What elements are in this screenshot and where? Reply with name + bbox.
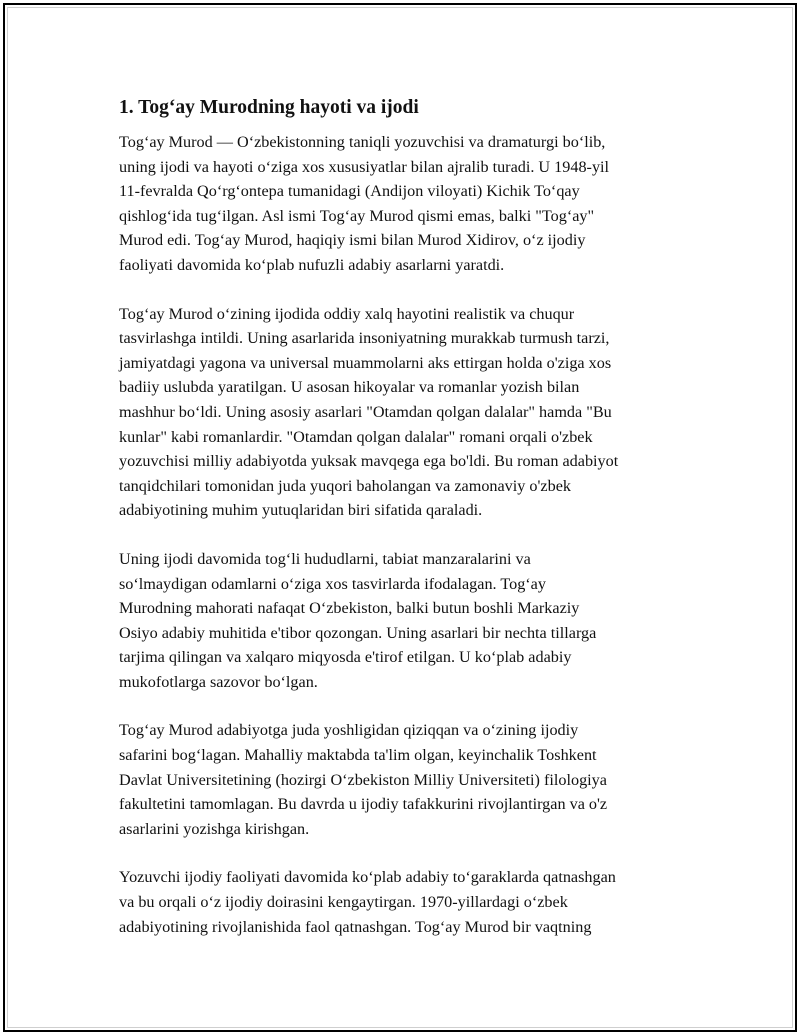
paragraph-creative-style xyxy=(119,302,699,523)
text-line: mukofotlarga sazovor bo‘lgan. xyxy=(119,672,318,691)
text-line: qishlog‘ida tug‘ilgan. Asl ismi Tog‘ay Murod qismi emas, balki "Tog‘ay" xyxy=(119,206,595,225)
text-line: uning ijodi va hayoti o‘ziga xos xususiyatlar bilan ajralib turadi. U 1948-yil xyxy=(119,157,610,176)
text-line: yozuvchisi milliy adabiyotda yuksak mavqega ega bo'ldi. Bu roman adabiyot xyxy=(119,452,619,471)
text-line: Tog‘ay Murod o‘zining ijodida oddiy xalq hayotini realistik va chuqur xyxy=(119,304,575,323)
document-page xyxy=(3,3,797,1032)
text-line: asarlarini yozishga kirishgan. xyxy=(119,819,310,838)
text-line: Osiyo adabiy muhitida e'tibor qozongan. Uning asarlari bir nechta tillarga xyxy=(119,623,597,642)
text-line: adabiyotining rivojlanishida faol qatnashgan. Tog‘ay Murod bir vaqtning xyxy=(119,917,592,936)
text-line: 11-fevralda Qo‘rg‘ontepa tumanidagi (Andijon viloyati) Kichik To‘qay xyxy=(119,182,580,201)
text-line: jamiyatdagi yagona va universal muammolarni aks ettirgan holda o'ziga xos xyxy=(119,353,612,372)
text-line: Murodning mahorati nafaqat O‘zbekiston, balki butun boshli Markaziy xyxy=(119,599,580,618)
text-line: safarini bog‘lagan. Mahalliy maktabda ta'lim olgan, keyinchalik Toshkent xyxy=(119,746,597,765)
text-line: so‘lmaydigan odamlarni o‘ziga xos tasvirlarda ifodalagan. Tog‘ay xyxy=(119,574,546,593)
text-line: Murod edi. Tog‘ay Murod, haqiqiy ismi bilan Murod Xidirov, o‘z ijodiy xyxy=(119,231,586,250)
text-line: mashhur bo‘ldi. Uning asosiy asarlari "Otamdan qolgan dalalar" hamda "Bu xyxy=(119,402,612,421)
section-heading: 1. Tog‘ay Murodning hayoti va ijodi xyxy=(119,97,419,118)
paragraph-biography-intro xyxy=(119,130,699,278)
document-body xyxy=(119,95,699,963)
text-line: Tog‘ay Murod — O‘zbekistonning taniqli yozuvchisi va dramaturgi bo‘lib, xyxy=(119,133,606,151)
paragraph-recognition xyxy=(119,547,699,695)
text-line: Uning ijodi davomida tog‘li hududlarni, tabiat manzaralarini va xyxy=(119,549,531,568)
text-line: fakultetini tamomlagan. Bu davrda u ijodiy tafakkurini rivojlantirgan va o'z xyxy=(119,795,608,814)
paragraph-education xyxy=(119,718,699,841)
text-line: tanqidchilari tomonidan juda yuqori baholangan va zamonaviy o'zbek xyxy=(119,476,571,495)
text-line: kunlar" kabi romanlardir. "Otamdan qolgan dalalar" romani orqali o'zbek xyxy=(119,427,593,446)
text-line: tasvirlashga intildi. Uning asarlarida insoniyatning murakkab turmush tarzi, xyxy=(119,329,610,348)
text-line: Davlat Universitetining (hozirgi O‘zbekiston Milliy Universiteti) filologiya xyxy=(119,770,607,789)
text-line: badiiy uslubda yaratilgan. U asosan hikoyalar va romanlar yozish bilan xyxy=(119,378,580,397)
text-line: Tog‘ay Murod adabiyotga juda yoshligidan qiziqqan va o‘zining ijodiy xyxy=(119,721,579,740)
paragraph-literary-circles xyxy=(119,865,699,939)
text-line: adabiyotining muhim yutuqlaridan biri sifatida qaraladi. xyxy=(119,501,483,520)
text-line: faoliyati davomida ko‘plab nufuzli adabiy asarlarni yaratdi. xyxy=(119,255,505,274)
text-line: tarjima qilingan va xalqaro miqyosda e'tirof etilgan. U ko‘plab adabiy xyxy=(119,648,572,667)
text-line: Yozuvchi ijodiy faoliyati davomida ko‘plab adabiy to‘garaklarda qatnashgan xyxy=(119,868,616,887)
text-line: va bu orqali o‘z ijodiy doirasini kengaytirgan. 1970-yillardagi o‘zbek xyxy=(119,893,568,912)
